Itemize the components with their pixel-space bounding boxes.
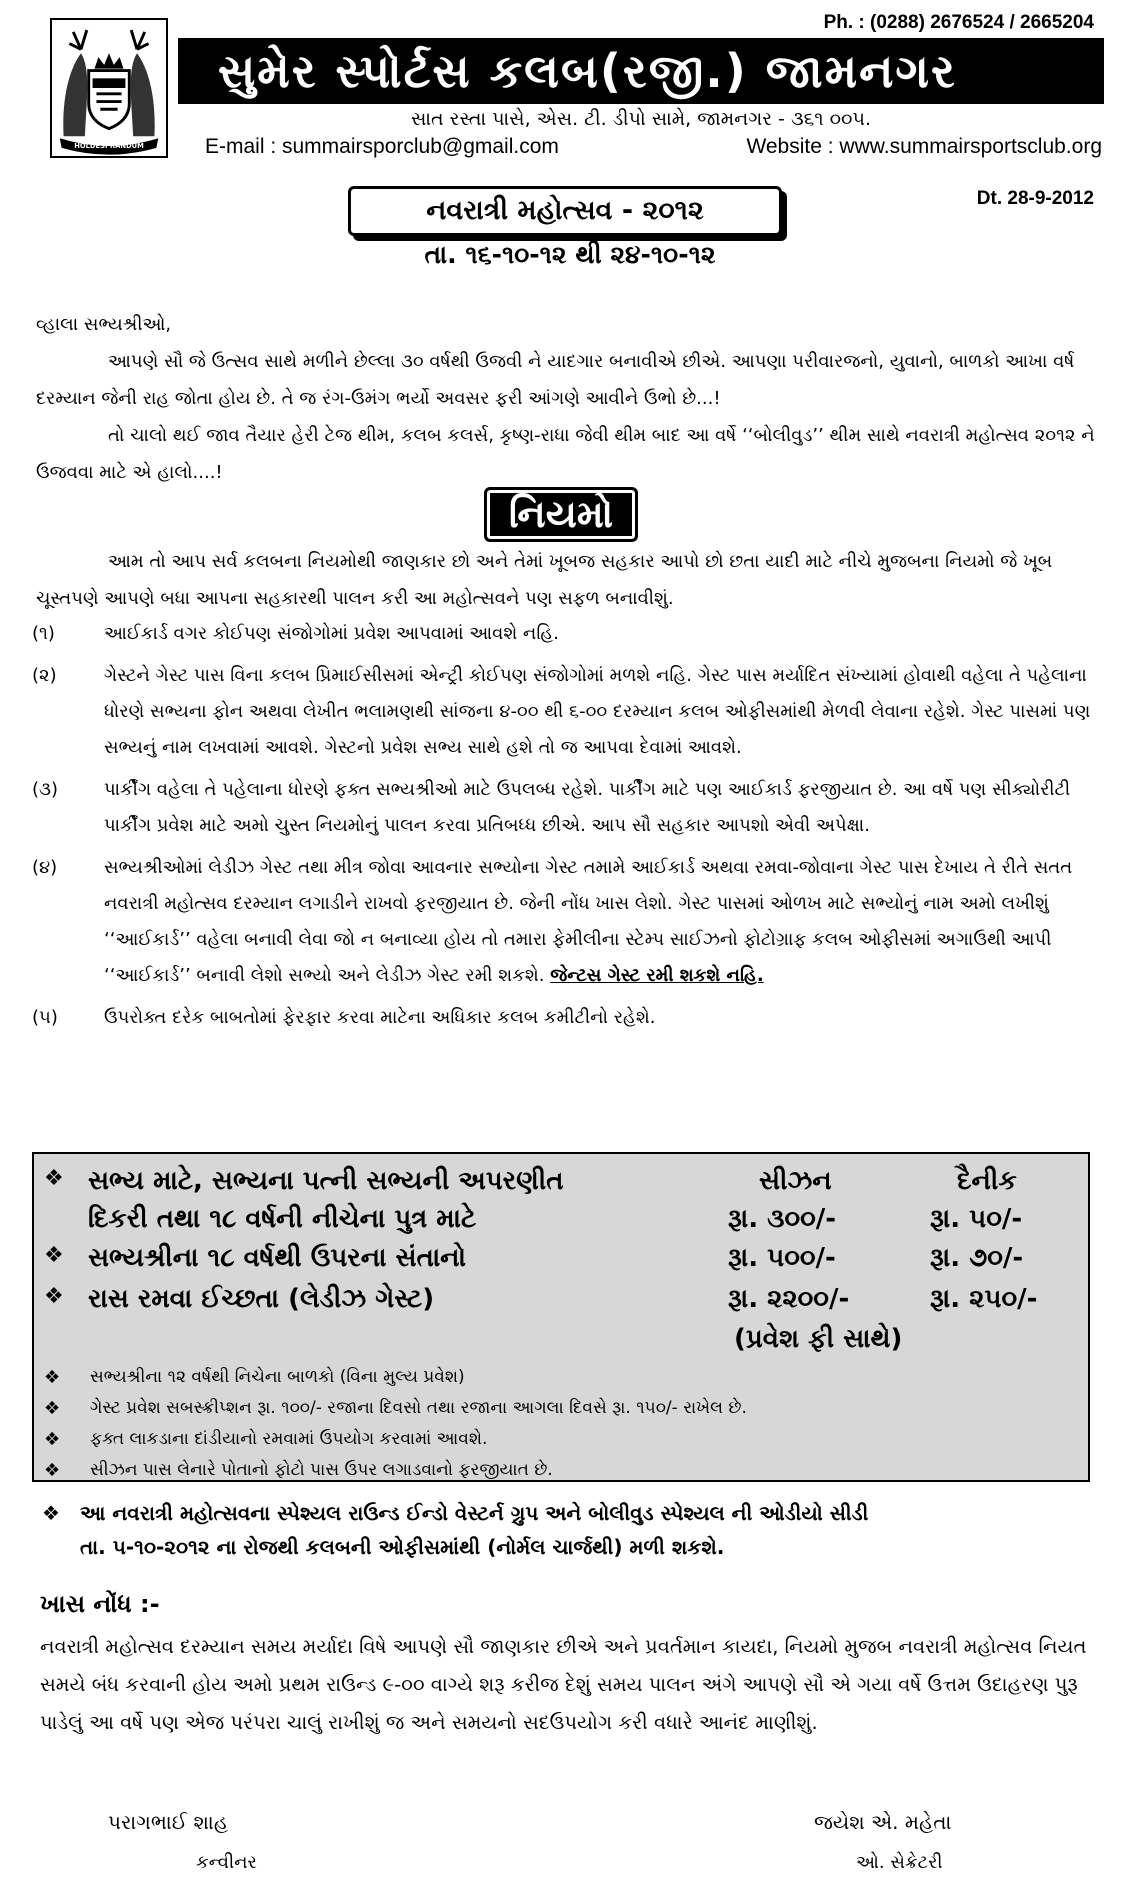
rules-intro — [36, 543, 1096, 617]
club-name-banner: સુમેર સ્પોર્ટસ કલબ(રજી.) જામનગર — [178, 38, 1104, 104]
intro-section — [36, 306, 1096, 491]
diamond-bullet-icon: ❖ — [44, 1460, 61, 1481]
rule-item — [32, 1000, 1096, 1036]
bullet-text: ગેસ્ટ પ્રવેશ સબસ્ક્રીપ્શન રૂા. ૧૦૦/- રજાના દિવસો તથા રજાના આગલા દિવસે રૂા. ૧૫૦/- રાખેલ છે. — [90, 1398, 747, 1418]
diamond-bullet-icon: ❖ — [42, 1501, 60, 1525]
rule-text: ગેસ્ટને ગેસ્ટ પાસ વિના કલબ પ્રિમાઈસીસમાં એન્ટ્રી કોઈપણ સંજોગોમાં મળશે નહિ. ગેસ્ટ પાસ મર્યાદિત સંખ્યામાં હોવાથી વહેલા તે પહેલાના ધોરણે સભ્યના ફોન અથવા લેખીત ભલામણથી સાંજના ૪-૦૦ થી ૬-૦૦ દરમ્યાન કલબ ઓફીસમાંથી મેળવી લેવાના રહેશે. ગેસ્ટ પાસમાં પણ સભ્યનું નામ લખવામાં આવશે. ગેસ્ટનો પ્રવેશ સભ્ય સાથે હશે તો જ આપવા દેવામાં આવશે. — [104, 665, 1091, 758]
diamond-bullet-icon: ❖ — [44, 1429, 61, 1450]
motto-text: HOLDESPRANDUM — [74, 141, 144, 150]
convener-name: પરાગભાઈ શાહ — [108, 1810, 229, 1834]
fee-label: સભ્યશ્રીના ૧૮ વર્ષથી ઉપરના સંતાનો — [88, 1243, 467, 1273]
bullet-text: સભ્યશ્રીના ૧૨ વર્ષથી નિચેના બાળકો (વિના મુલ્ય પ્રવેશ) — [90, 1367, 465, 1387]
fee-label: રાસ રમવા ઈચ્છતા (લેડીઝ ગેસ્ટ) — [88, 1284, 435, 1314]
fee-daily: રૂા. ૫૦/- — [930, 1204, 1023, 1234]
intro-paragraph-2: તો ચાલો થઈ જાવ તૈયાર હેરી ટેજ થીમ, કલબ કલર્સ, કૃષ્ણ-રાધા જેવી થીમ બાદ આ વર્ષે ‘‘બોલીવુડ’’ થીમ સાથે નવરાત્રી મહોત્સવ ૨૦૧૨ ને ઉજવવા માટે એ હાલો....! — [36, 425, 1095, 483]
audio-note-line-1 — [42, 1496, 1102, 1530]
fee-daily: રૂા. ૨૫૦/- — [930, 1284, 1038, 1314]
rule-text-wrap — [104, 850, 1096, 994]
crest-icon — [52, 20, 166, 156]
diamond-bullet-icon: ❖ — [44, 1367, 61, 1388]
club-email: E-mail : summairsporclub@gmail.com — [205, 135, 559, 158]
fee-season-header: સીઝન — [759, 1166, 832, 1196]
rule-number: (૪) — [32, 857, 58, 878]
rules-heading: નિયમો — [484, 487, 638, 542]
club-address: સાત રસ્તા પાસે, એસ. ટી. ડીપો સામે, જામનગર - ૩૬૧ ૦૦૫. — [411, 108, 871, 130]
audio-note-line-2: તા. ૫-૧૦-૨૦૧૨ ના રોજથી કલબની ઓફીસમાંથી (નોર્મલ ચાર્જથી) મળી શકશે. — [80, 1535, 725, 1559]
fee-season: રૂા. ૩૦૦/- — [728, 1204, 837, 1234]
rule-text: પાર્કીંગ વહેલા તે પહેલાના ધોરણે ફક્ત સભ્યશ્રીઓ માટે ઉપલબ્ધ રહેશે. પાર્કીંગ માટે પણ આઈકાર્ડ ફરજીયાત છે. આ વર્ષે પણ સીક્યોરીટી પાર્કીંગ પ્રવેશ માટે અમો ચુસ્ત નિયમોનું પાલન કરવા પ્રતિબધ્ધ છીએ. આપ સૌ સહકાર આપશો એવી અપેક્ષા. — [104, 779, 1071, 836]
bullet-text: ફક્ત લાકડાના દાંડીયાનો રમવામાં ઉપયોગ કરવામાં આવશે. — [90, 1429, 488, 1449]
fee-note: (પ્રવેશ ફી સાથે) — [734, 1324, 903, 1354]
event-date-range: તા. ૧૬-૧૦-૧૨ થી ૨૪-૧૦-૧૨ — [424, 240, 716, 269]
greeting: વ્હાલા સભ્યશ્રીઓ, — [36, 314, 172, 335]
fee-table-box — [32, 1152, 1090, 1482]
rules-intro-text: આમ તો આપ સર્વ કલબના નિયમોથી જાણકાર છો અને તેમાં ખૂબજ સહકાર આપો છો છતા યાદી માટે નીચે મુજબના નિયમો જે ખૂબ ચૂસ્તપણે આપણે બધા આપના સહકારથી પાલન કરી આ મહોત્સવને પણ સફળ બનાવીશું. — [36, 551, 1053, 609]
rule-emphasis: જેન્ટસ ગેસ્ટ રમી શકશે નહિ. — [550, 965, 764, 986]
audio-note-text-1: આ નવરાત્રી મહોત્સવના સ્પેશ્યલ રાઉન્ડ ઈન્ડો વેસ્ટર્ન ગ્રુપ અને બોલીવુડ સ્પેશ્યલ ની ઓડીયો સીડી — [80, 1501, 869, 1525]
list-item — [44, 1424, 1074, 1455]
rule-text: આઈકાર્ડ વગર કોઈપણ સંજોગોમાં પ્રવેશ આપવામાં આવશે નહિ. — [104, 623, 559, 644]
rule-text: ઉપરોક્ત દરેક બાબતોમાં ફેરફાર કરવા માટેના અધિકાર કલબ કમીટીનો રહેશે. — [104, 1007, 656, 1028]
fee-label: દિકરી તથા ૧૮ વર્ષની નીચેના પુત્ર માટે — [88, 1204, 477, 1234]
special-note-text: નવરાત્રી મહોત્સવ દરમ્યાન સમય મર્યાદા વિષે આપણે સૌ જાણકાર છીએ અને પ્રવર્તમાન કાયદા, નિયમો મુજબ નવરાત્રી મહોત્સવ નિયત સમયે બંધ કરવાની હોય અમો પ્રથમ રાઉન્ડ ૯-૦૦ વાગ્યે શરૂ કરીજ દેશું સમય પાલન અંગે આપણે સૌ એ ગયા વર્ષે ઉત્તમ ઉદાહરણ પુરૂ પાડેલું આ વર્ષે પણ એજ પરંપરા ચાલું રાખીશું જ અને સમયનો સદઉપયોગ કરી વધારે આનંદ માણીશું. — [40, 1635, 1087, 1734]
list-item — [44, 1393, 1074, 1424]
fee-season: રૂા. ૫૦૦/- — [728, 1243, 836, 1273]
club-website: Website : www.summairsportsclub.org — [746, 135, 1102, 158]
rule-item — [32, 850, 1096, 994]
fee-daily-header: દૈનીક — [957, 1166, 1017, 1196]
diamond-bullet-icon: ❖ — [44, 1166, 64, 1191]
phone-number: Ph. : (0288) 2676524 / 2665204 — [823, 12, 1094, 33]
list-item — [44, 1362, 1074, 1393]
rules-list — [32, 616, 1096, 1042]
club-logo — [50, 18, 168, 158]
fee-daily: રૂા. ૭૦/- — [930, 1243, 1024, 1273]
rule-text: સભ્યશ્રીઓમાં લેડીઝ ગેસ્ટ તથા મીત્ર જોવા આવનાર સભ્યોના ગેસ્ટ તમામે આઈકાર્ડ અથવા રમવા-જોવાના ગેસ્ટ પાસ દેખાય તે રીતે સતત નવરાત્રી મહોત્સવ દરમ્યાન લગાડીને રાખવો ફરજીયાત છે. જેની નોંધ ખાસ લેશો. ગેસ્ટ પાસમાં ઓળખ માટે સભ્યોનું નામ અમો લખીશું ‘‘આઈકાર્ડ’’ વહેલા બનાવી લેવા જો ન બનાવ્યા હોય તો તમારા ફેમીલીના સ્ટેમ્પ સાઈઝનો ફોટોગ્રાફ કલબ ઓફીસમાં અગાઉથી આપી ‘‘આઈકાર્ડ’’ બનાવી લેશો સભ્યો અને લેડીઝ ગેસ્ટ રમી શકશે. — [104, 857, 1073, 986]
rule-number: (૩) — [32, 779, 59, 800]
rules-heading-wrap — [0, 487, 1122, 542]
fee-season: રૂા. ૨૨૦૦/- — [728, 1284, 850, 1314]
rule-item — [32, 658, 1096, 766]
list-item — [44, 1455, 1074, 1486]
audio-cd-note — [42, 1496, 1102, 1564]
diamond-bullet-icon: ❖ — [44, 1398, 61, 1419]
bullet-text: સીઝન પાસ લેનારે પોતાનો ફોટો પાસ ઉપર લગાડવાનો ફરજીયાત છે. — [90, 1460, 553, 1480]
diamond-bullet-icon: ❖ — [44, 1284, 64, 1309]
notice-date: Dt. 28-9-2012 — [976, 188, 1094, 209]
rule-item — [32, 772, 1096, 844]
fee-bullets — [44, 1362, 1074, 1486]
rule-number: (૨) — [32, 665, 57, 686]
secretary-role: ઓ. સેક્રેટરી — [856, 1852, 943, 1873]
special-note-heading: ખાસ નોંધ :- — [40, 1590, 160, 1618]
fee-label: સભ્ય માટે, સભ્યના પત્ની સભ્યની અપરણીત — [88, 1166, 564, 1196]
secretary-name: જયેશ એ. મહેતા — [814, 1810, 952, 1834]
convener-role: કન્વીનર — [196, 1852, 257, 1873]
diamond-bullet-icon: ❖ — [44, 1243, 64, 1268]
rule-item — [32, 616, 1096, 652]
intro-paragraph-1: આપણે સૌ જે ઉત્સવ સાથે મળીને છેલ્લા ૩૦ વર્ષથી ઉજવી ને યાદગાર બનાવીએ છીએ. આપણા પરીવારજનો, યુવાનો, બાળકો આખા વર્ષ દરમ્યાન જેની રાહ જોતા હોય છે. તે જ રંગ-ઉમંગ ભર્યો અવસર ફરી આંગણે આવીને ઉભો છે...! — [36, 351, 1075, 409]
rule-number: (૧) — [32, 623, 55, 644]
event-title: નવરાત્રી મહોત્સવ - ૨૦૧૨ — [348, 186, 782, 236]
rule-number: (૫) — [32, 1007, 58, 1028]
